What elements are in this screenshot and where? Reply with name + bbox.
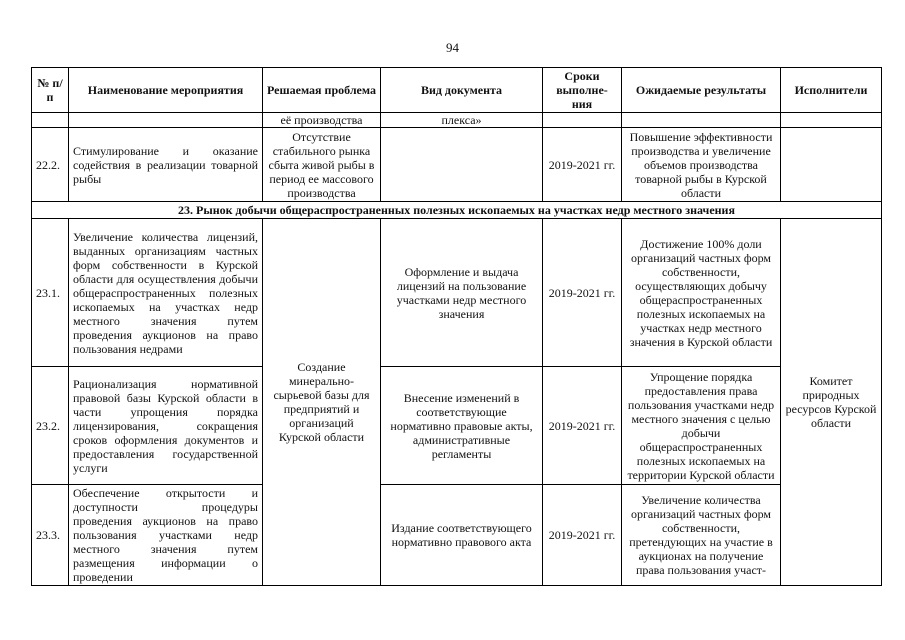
cell	[781, 113, 882, 128]
row-deadline: 2019-2021 гг.	[543, 485, 622, 586]
row-num: 23.3.	[32, 485, 69, 586]
row-name: Рационализация нормативной правовой базы Курской области в части упрощения порядка лицензирования, сокращения сроков оформления документов и предоставления государственной услуги	[69, 367, 263, 485]
measures-table	[31, 67, 882, 586]
shared-executor: Комитет природных ресурсов Курской области	[781, 219, 882, 586]
header-doc-type: Вид документа	[381, 68, 543, 113]
table-header-row	[32, 68, 882, 113]
row-executor	[781, 128, 882, 202]
row-deadline: 2019-2021 гг.	[543, 367, 622, 485]
row-doc-type: Внесение изменений в соответствующие нормативно правовые акты, административные регламенты	[381, 367, 543, 485]
row-results: Повышение эффективности производства и увеличение объемов производства товарной рыбы в Курской области	[622, 128, 781, 202]
cell	[622, 113, 781, 128]
continuation-row	[32, 113, 882, 128]
row-deadline: 2019-2021 гг.	[543, 219, 622, 367]
cell	[543, 113, 622, 128]
continuation-doc-type: плекса»	[381, 113, 543, 128]
row-doc-type: Оформление и выдача лицензий на пользование участками недр местного значения	[381, 219, 543, 367]
row-num: 23.1.	[32, 219, 69, 367]
row-deadline: 2019-2021 гг.	[543, 128, 622, 202]
section-heading: 23. Рынок добычи общераспространенных полезных ископаемых на участках недр местного значения	[32, 202, 882, 219]
row-name: Обеспечение открытости и доступности процедуры проведения аукционов на право пользования участками недр местного значения путем размещения информации о проведении	[69, 485, 263, 586]
row-results: Увеличение количества организаций частных форм собственности, претендующих на участие в аукционах на получение права пользования участ-	[622, 485, 781, 586]
row-num: 23.2.	[32, 367, 69, 485]
row-name: Увеличение количества лицензий, выданных организациям частных форм собственности в Курской области для осуществления добычи общераспространенных полезных ископаемых на участках недр местного значения путем проведения аукционов на право пользования недрами	[69, 219, 263, 367]
header-deadline: Сроки выполне-ния	[543, 68, 622, 113]
cell	[32, 113, 69, 128]
header-num: № п/п	[32, 68, 69, 113]
table-row	[32, 485, 882, 586]
row-problem: Отсутствие стабильного рынка сбыта живой рыбы в период ее массового производства	[263, 128, 381, 202]
row-num: 22.2.	[32, 128, 69, 202]
continuation-problem: её производства	[263, 113, 381, 128]
row-doc-type: Издание соответствующего нормативно правового акта	[381, 485, 543, 586]
header-problem: Решаемая проблема	[263, 68, 381, 113]
header-name: Наименование мероприятия	[69, 68, 263, 113]
section-heading-row	[32, 202, 882, 219]
table-row	[32, 128, 882, 202]
row-results: Упрощение порядка предоставления права пользования участками недр местного значения с целью добычи общераспространенных полезных ископаемых на территории Курской области	[622, 367, 781, 485]
cell	[69, 113, 263, 128]
row-name: Стимулирование и оказание содействия в реализации товарной рыбы	[69, 128, 263, 202]
header-results: Ожидаемые результаты	[622, 68, 781, 113]
table-row	[32, 219, 882, 367]
row-results: Достижение 100% доли организаций частных форм собственности, осуществляющих добычу общераспространенных полезных ископаемых на участках недр местного значения в Курской области	[622, 219, 781, 367]
shared-problem: Создание минерально-сырьевой базы для предприятий и организаций Курской области	[263, 219, 381, 586]
table-row	[32, 367, 882, 485]
page-number: 94	[446, 40, 459, 55]
row-doc-type	[381, 128, 543, 202]
header-executors: Исполнители	[781, 68, 882, 113]
